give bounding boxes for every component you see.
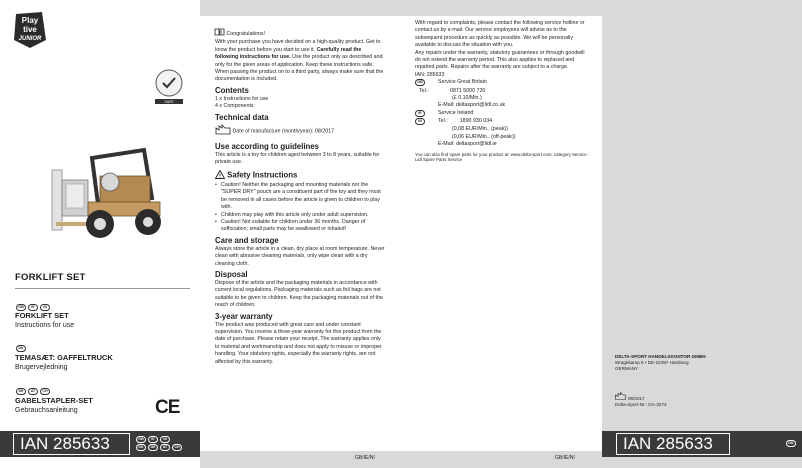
service-flag-ie: IE [415, 110, 425, 117]
flag-gb: GB [16, 304, 26, 311]
instructions-column-1 [215, 28, 385, 366]
svg-text:i: i [221, 30, 223, 36]
ian-flag-dk: DK [136, 444, 146, 451]
language-title-dk: TEMASÆT: GAFFELTRUCK [15, 353, 113, 362]
ie-tel-label: Tel.: [438, 118, 448, 125]
playtive-logo [10, 10, 50, 50]
gb-tel-price: (£ 0.10/Min.) [452, 94, 482, 101]
warranty-text: The product was produced with great care and under constant supervision. You receive a three-year warranty for this product from the date of purchase. Please retain your receipt. The warranty applies only to material and workmanship and does not apply to misuse or improper handling. Your statutory rights, especially the warranty rights, are not affected by this warranty. [215, 321, 382, 365]
cover-panel [0, 0, 200, 468]
service-gb-title: Service Great Britain [438, 79, 487, 86]
instructions-column-2 [415, 20, 590, 163]
ie-price-peak: (0,08 EUR/Min., (peak)) [452, 126, 508, 133]
bottom-band [200, 451, 602, 468]
contents-item-1: 1 x Instructions for use [215, 95, 269, 102]
back-info [615, 392, 667, 408]
page-footer-2: GB/IE/NI [555, 455, 575, 461]
intro-bold: Carefully read the following instructions for use. [215, 46, 362, 61]
book-icon [214, 28, 225, 39]
cover-ian-flags [136, 436, 184, 451]
back-ian-box: IAN 285633 [616, 433, 730, 455]
ian-flag-gb: GB [136, 436, 146, 443]
flag-de: DE [16, 388, 26, 395]
logo-line-1: Play [21, 16, 39, 25]
manufacture-date-icon [215, 124, 231, 138]
gb-tel-number[interactable]: 0871 5000 720 [450, 87, 486, 94]
flag-ni: NI [40, 304, 50, 311]
greeting: Congratulations! [226, 31, 266, 38]
use-heading: Use according to guidelines [215, 142, 319, 152]
safety-item: • Caution! Neither the packaging and mounting materials nor the "SUPER DRY" pouch are a constituent part of the toy and they must be removed in all cases before the article is given to children to play with. [215, 182, 385, 212]
manufacture-date: Date of manufacture (month/year): 08/2017 [232, 128, 335, 135]
flag-at: AT [28, 388, 38, 395]
language-subtitle-dk: Brugervejledning [15, 364, 68, 371]
contents-heading: Contents [215, 85, 249, 95]
service-ian: IAN: 285633 [415, 71, 445, 78]
svg-text:!: ! [219, 173, 221, 179]
company-street: Wragekamp 6 • DE-22397 Hamburg [615, 360, 689, 366]
top-band [200, 0, 602, 16]
service-flag-ni: NI [415, 118, 425, 125]
care-heading: Care and storage [215, 235, 279, 245]
language-title-en: FORKLIFT SET [15, 311, 69, 320]
safety-heading: Safety Instructions [227, 170, 298, 180]
repairs-text: Any repairs under the warranty, statutory guarantees or through goodwill do not extend the warranty period. This also applies to replaced and repaired parts. Repairs after the warranty are subject to a charge. [415, 49, 585, 71]
safety-list [215, 182, 385, 234]
cover-product-title: FORKLIFT SET [15, 272, 86, 283]
cover-ian-box: IAN 285633 [13, 433, 130, 455]
company-address [615, 354, 706, 373]
language-title-de: GABELSTAPLER-SET [15, 396, 93, 405]
back-date: 08/2017 [628, 396, 645, 401]
flag-dk: DK [16, 345, 26, 352]
service-flag-gb: GB [415, 79, 425, 86]
safety-item: • Caution! Not suitable for children under 36 months. Danger of suffocation; small parts may be swallowed or inhaled! [215, 219, 385, 234]
language-subtitle-de: Gebrauchsanleitung [15, 407, 78, 414]
gb-email[interactable]: E-Mail: deltasport@lidl.co.uk [438, 102, 506, 109]
use-text: This article is a toy for children aged between 3 to 8 years, suitable for private use. [215, 152, 380, 166]
ian-flag-ni: NI [160, 436, 170, 443]
divider [15, 288, 190, 289]
forklift-toy-image [48, 140, 164, 244]
disposal-text: Dispose of the article and the packaging materials in accordance with current local regulations. Packaging materials such as foil bags are not suitable to be given to children. Keep the packaging materials out of the reach of children. [215, 279, 383, 309]
flag-ch: CH [40, 388, 50, 395]
back-flag-dk: DK [786, 440, 796, 447]
cert-caption: SAFE [164, 100, 174, 104]
logo-line-3: JUNIOR [18, 36, 42, 42]
safety-item: • Children may play with this article only under adult supervision. [215, 212, 385, 219]
ian-flag-ch: CH [172, 444, 182, 451]
back-ian-bar [602, 431, 802, 457]
gb-tel-label: Tel.: [419, 87, 429, 94]
logo-line-2: tive [23, 25, 37, 34]
technical-data-heading: Technical data [215, 112, 269, 122]
spare-parts-note: You can also find spare parts for your product at: www.delta-sport.com, category Service - Lidl Spare Parts Service [415, 151, 590, 163]
cover-ian-bar [0, 431, 200, 457]
ian-flag-at: AT [160, 444, 170, 451]
ian-flag-de: DE [148, 444, 158, 451]
company-name: DELTA-SPORT HANDELSKONTOR GMBH [615, 354, 706, 359]
test-certificate-image [146, 66, 192, 108]
complaints-text: With regard to complaints, please contact the following service hotline or contact us by e-mail. Our service employees will advise as to the subsequent procedure as quickly as possible. We will be personally available to discuss the situation with you. [415, 20, 585, 49]
intro-text: With your purchase you have decided on a high-quality product. Get to know the product before you start to use it. [215, 39, 381, 53]
page-footer-1: GB/IE/NI [355, 455, 375, 461]
ie-email[interactable]: E-Mail: deltasport@lidl.ie [438, 141, 497, 148]
ie-price-offpeak: (0,06 EUR/Min., (off-peak)) [452, 133, 516, 140]
warranty-heading: 3-year warranty [215, 311, 273, 321]
ian-flag-ie: IE [148, 436, 158, 443]
contents-item-2: 4 x Components [215, 103, 254, 110]
service-ie-title: Service Ireland [438, 109, 474, 116]
care-text: Always store the article in a clean, dry place at room temperature. Never clean with abrasive cleaning materials, only wipe clean with a dry cleaning cloth. [215, 245, 385, 267]
disposal-heading: Disposal [215, 269, 248, 279]
manufacturer-icon [615, 392, 626, 402]
company-country: GERMANY [615, 366, 639, 372]
flag-ie: IE [28, 304, 38, 311]
intro-rest: Use the product only as described and only for the given areas of application. Keep these instructions safe. When passing the product on to a third party, always make sure that the documentation is included. [215, 54, 384, 83]
warning-icon [215, 170, 225, 181]
language-subtitle-en: Instructions for use [15, 322, 75, 329]
ce-mark: CE [155, 397, 180, 418]
back-item-number: Delta-Sport-Nr.: GA-3273 [615, 402, 667, 408]
ie-tel-number[interactable]: 1890 930 034 [459, 118, 493, 125]
